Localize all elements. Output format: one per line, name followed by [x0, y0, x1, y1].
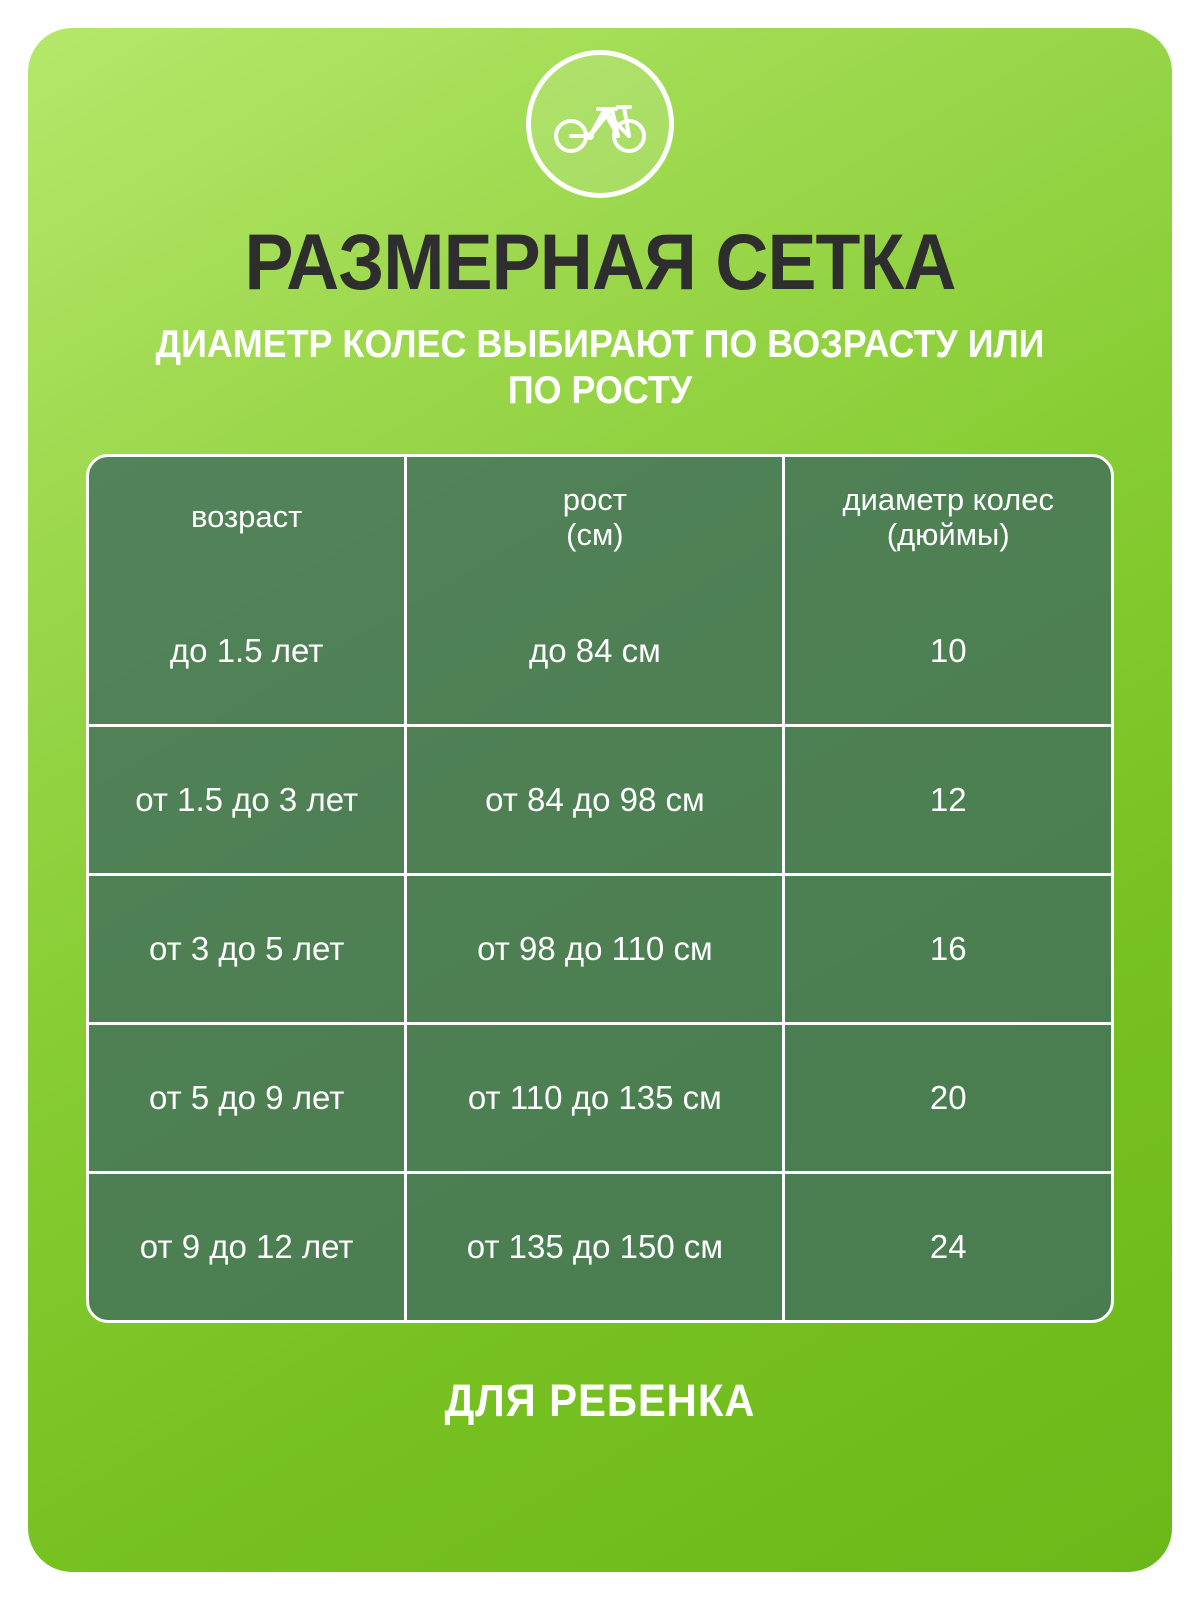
table-row [89, 875, 1111, 1024]
cell-height: от 135 до 150 см [406, 1173, 784, 1321]
size-table-container [86, 454, 1114, 1323]
column-header-wheel-line1: диаметр колес [842, 481, 1054, 517]
cell-age: от 9 до 12 лет [89, 1173, 406, 1321]
table-row [89, 1173, 1111, 1321]
cell-wheel: 16 [784, 875, 1111, 1024]
column-header-age [89, 457, 406, 578]
column-header-height-line1: рост [562, 481, 627, 517]
cell-height: от 98 до 110 см [406, 875, 784, 1024]
size-table [89, 457, 1111, 1320]
table-row [89, 1024, 1111, 1173]
column-header-wheel [784, 457, 1111, 578]
cell-age: от 3 до 5 лет [89, 875, 406, 1024]
cell-height: от 84 до 98 см [406, 726, 784, 875]
table-body [89, 578, 1111, 1320]
table-header-row [89, 457, 1111, 578]
cell-wheel: 12 [784, 726, 1111, 875]
cell-wheel: 10 [784, 578, 1111, 726]
cell-age: от 5 до 9 лет [89, 1024, 406, 1173]
cell-wheel: 24 [929, 1227, 967, 1265]
column-header-height-line2: (см) [566, 516, 624, 552]
bicycle-badge [526, 50, 674, 198]
cell-height: от 110 до 135 см [406, 1024, 784, 1173]
page-title: РАЗМЕРНАЯ СЕТКА [244, 217, 956, 306]
cell-age: до 1.5 лет [89, 578, 406, 726]
column-header-height [406, 457, 784, 578]
cell-wheel: 20 [784, 1024, 1111, 1173]
page-subtitle: ДИАМЕТР КОЛЕС ВЫБИРАЮТ ПО ВОЗРАСТУ ИЛИ ПО РОСТУ [155, 322, 1045, 412]
column-header-wheel-line2: (дюймы) [886, 516, 1010, 552]
bicycle-icon [552, 93, 648, 155]
table-row [89, 726, 1111, 875]
cell-age: от 1.5 до 3 лет [89, 726, 406, 875]
table-header [89, 457, 1111, 578]
size-chart-poster [28, 28, 1172, 1572]
column-header-age-line1: возраст [190, 499, 303, 535]
badge-container [28, 50, 1172, 198]
cell-height: до 84 см [406, 578, 784, 726]
table-row [89, 578, 1111, 726]
footer-caption: ДЛЯ РЕБЕНКА [444, 1375, 756, 1427]
